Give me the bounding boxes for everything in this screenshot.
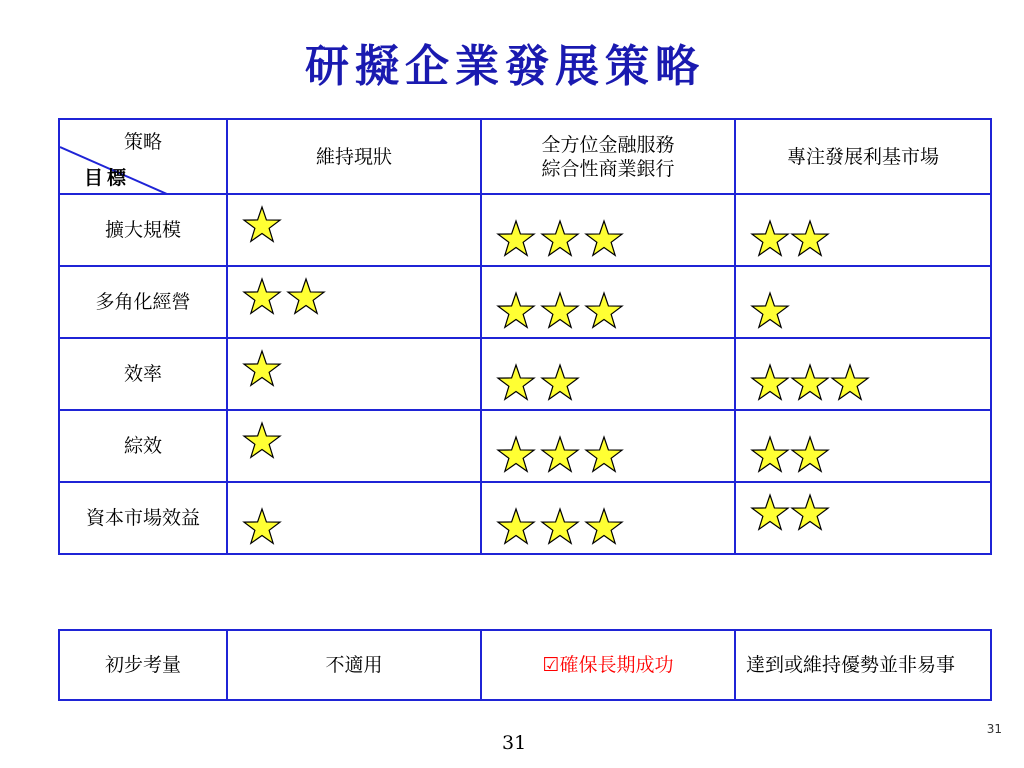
row-label: 效率 [59, 338, 227, 410]
star-shape [498, 365, 534, 399]
star-group [750, 339, 870, 409]
star-icon [540, 435, 580, 475]
star-shape [542, 221, 578, 255]
star-icon [790, 493, 830, 533]
star-icon [496, 363, 536, 403]
star-icon [584, 507, 624, 547]
rating-cell [227, 482, 481, 554]
rating-cell [481, 482, 735, 554]
header-row [59, 119, 991, 194]
star-icon [242, 205, 282, 245]
rating-cell [735, 338, 991, 410]
corner-label-target: 目標 [84, 167, 131, 189]
table-row [59, 266, 991, 338]
star-shape [498, 293, 534, 327]
star-icon [496, 291, 536, 331]
col-header-full-service [481, 119, 735, 194]
star-shape [244, 351, 280, 385]
star-icon [496, 219, 536, 259]
star-group [750, 411, 830, 481]
star-group [750, 195, 830, 265]
consideration-full-service [481, 630, 735, 700]
star-group [242, 411, 282, 481]
page-number-small: 31 [986, 722, 1002, 736]
star-shape [752, 293, 788, 327]
checkbox-icon: ☑ [542, 654, 560, 676]
star-shape [542, 509, 578, 543]
star-group [496, 483, 624, 553]
rating-cell [481, 338, 735, 410]
table-row [59, 338, 991, 410]
star-shape [542, 437, 578, 471]
star-shape [586, 509, 622, 543]
row-label: 擴大規模 [59, 194, 227, 266]
col-header-full-service-line2: 綜合性商業銀行 [541, 157, 675, 180]
star-icon [750, 435, 790, 475]
star-icon [790, 363, 830, 403]
rating-cell [227, 194, 481, 266]
star-shape [498, 437, 534, 471]
star-shape [244, 279, 280, 313]
star-shape [752, 221, 788, 255]
row-label: 綜效 [59, 410, 227, 482]
star-group [242, 267, 326, 337]
corner-label-strategy: 策略 [123, 131, 162, 153]
consideration-row [59, 630, 991, 700]
star-shape [752, 365, 788, 399]
star-icon [496, 435, 536, 475]
star-icon [242, 349, 282, 389]
corner-header-cell [59, 119, 227, 194]
star-shape [244, 423, 280, 457]
star-shape [792, 437, 828, 471]
star-icon [750, 363, 790, 403]
rating-cell [227, 266, 481, 338]
star-icon [830, 363, 870, 403]
star-shape [498, 509, 534, 543]
star-icon [540, 291, 580, 331]
row-label-text: 資本市場效益 [85, 507, 200, 529]
star-shape [542, 293, 578, 327]
star-group [242, 339, 282, 409]
star-icon [496, 507, 536, 547]
star-shape [586, 293, 622, 327]
rating-cell [735, 266, 991, 338]
star-shape [288, 279, 324, 313]
star-group [496, 411, 624, 481]
star-shape [586, 221, 622, 255]
consideration-maintain: 不適用 [227, 630, 481, 700]
star-icon [790, 219, 830, 259]
rating-cell [735, 410, 991, 482]
star-icon [584, 435, 624, 475]
star-icon [540, 507, 580, 547]
star-icon [540, 219, 580, 259]
col-header-full-service-line1: 全方位金融服務 [541, 133, 675, 156]
star-shape [832, 365, 868, 399]
consideration-table [58, 629, 992, 701]
table-row [59, 194, 991, 266]
col-header-maintain: 維持現狀 [227, 119, 481, 194]
consideration-label: 初步考量 [59, 630, 227, 700]
star-icon [242, 421, 282, 461]
star-shape [498, 221, 534, 255]
star-shape [792, 365, 828, 399]
rating-cell [481, 266, 735, 338]
rating-cell [227, 410, 481, 482]
star-icon [540, 363, 580, 403]
star-shape [244, 207, 280, 241]
rating-cell [481, 410, 735, 482]
star-icon [750, 291, 790, 331]
star-shape [752, 495, 788, 529]
col-header-niche: 專注發展利基市場 [735, 119, 991, 194]
star-group [496, 195, 624, 265]
rating-cell [735, 194, 991, 266]
star-icon [790, 435, 830, 475]
rating-cell [227, 338, 481, 410]
star-shape [792, 221, 828, 255]
star-shape [542, 365, 578, 399]
star-group [496, 339, 580, 409]
star-shape [752, 437, 788, 471]
star-icon [750, 493, 790, 533]
consideration-niche: 達到或維持優勢並非易事 [735, 630, 991, 700]
star-icon [750, 219, 790, 259]
star-group [242, 195, 282, 265]
table-row [59, 410, 991, 482]
star-shape [586, 437, 622, 471]
star-icon [242, 507, 282, 547]
star-group [242, 483, 282, 553]
page-number: 31 [502, 732, 527, 754]
star-group [496, 267, 624, 337]
consideration-full-service-text: 確保長期成功 [559, 654, 674, 676]
star-icon [584, 219, 624, 259]
page-title: 研擬企業發展策略 [305, 41, 705, 92]
strategy-table [58, 118, 992, 555]
star-shape [792, 495, 828, 529]
star-shape [244, 509, 280, 543]
star-icon [242, 277, 282, 317]
rating-cell [481, 194, 735, 266]
star-icon [286, 277, 326, 317]
star-group [750, 483, 830, 553]
table-row [59, 482, 991, 554]
row-label [59, 482, 227, 554]
star-group [750, 267, 790, 337]
row-label: 多角化經營 [59, 266, 227, 338]
rating-cell [735, 482, 991, 554]
star-icon [584, 291, 624, 331]
